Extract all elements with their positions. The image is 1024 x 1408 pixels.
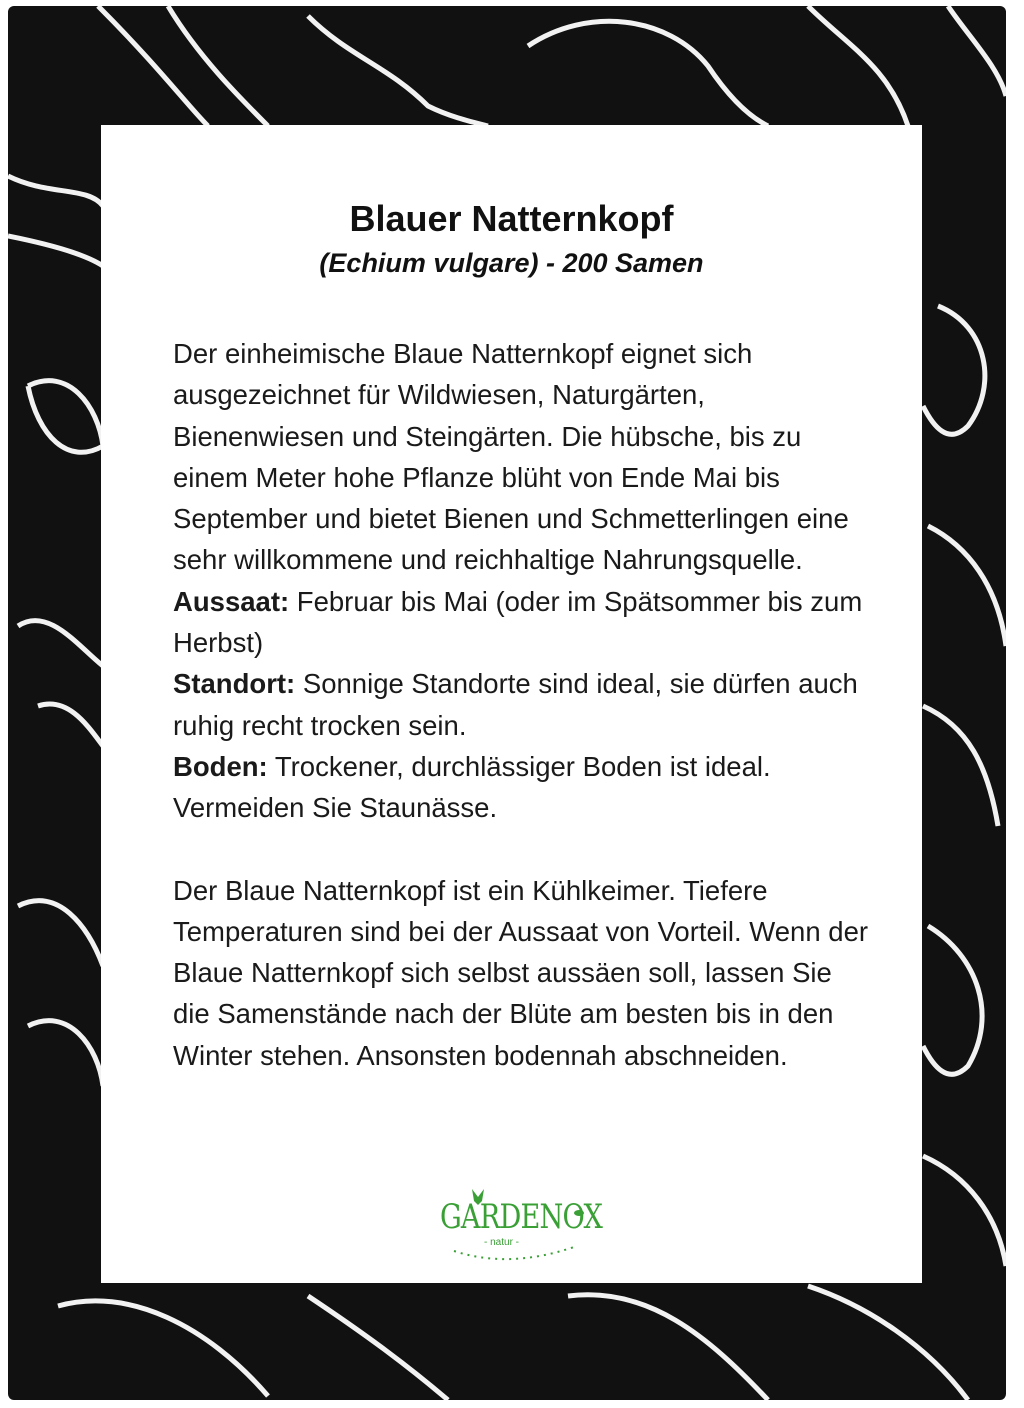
info-card: [101, 125, 922, 1283]
intro-text: Der einheimische Blaue Natternkopf eignet sich ausgezeichnet für Wildwiesen, Naturgärten, Bienenwiesen und Steingärten. Die hübsche, bis zu einem Meter hohe Pflanze blüht von Ende Mai bis September und bietet Bienen und Schmetterlingen eine sehr willkommene und reichhaltige Nahrungsquelle.: [173, 338, 849, 576]
note-text: Der Blaue Natternkopf ist ein Kühlkeimer. Tiefere Temperaturen sind bei der Aussaat von Vorteil. Wenn der Blaue Natternkopf sich selbst aussäen soll, lassen Sie die Samenstände nach der Blüte am besten bis in den Winter stehen. Ansonsten bodennah abschneiden.: [173, 874, 869, 1071]
detail-text: Februar bis Mai (oder im Spätsommer bis zum Herbst): [173, 585, 863, 659]
logo-tagline: - natur -: [484, 1237, 520, 1248]
detail-label: Standort:: [173, 668, 296, 700]
product-title: Blauer Natternkopf: [349, 198, 674, 239]
detail-text: Sonnige Standorte sind ideal, sie dürfen auch ruhig recht trocken sein.: [173, 668, 858, 741]
description: [173, 333, 873, 1076]
gardenox-logo: [434, 1185, 603, 1265]
detail-text: Trockener, durchlässiger Boden ist ideal. Vermeiden Sie Staunässe.: [173, 750, 771, 824]
detail-label: Aussaat:: [173, 585, 290, 617]
detail-aussaat: [173, 581, 873, 664]
detail-boden: [173, 746, 873, 829]
logo-name: GARDENOX: [440, 1197, 603, 1237]
product-subtitle: (Echium vulgare) - 200 Samen: [319, 248, 704, 278]
detail-standort: [173, 663, 873, 746]
detail-label: Boden:: [173, 750, 268, 782]
